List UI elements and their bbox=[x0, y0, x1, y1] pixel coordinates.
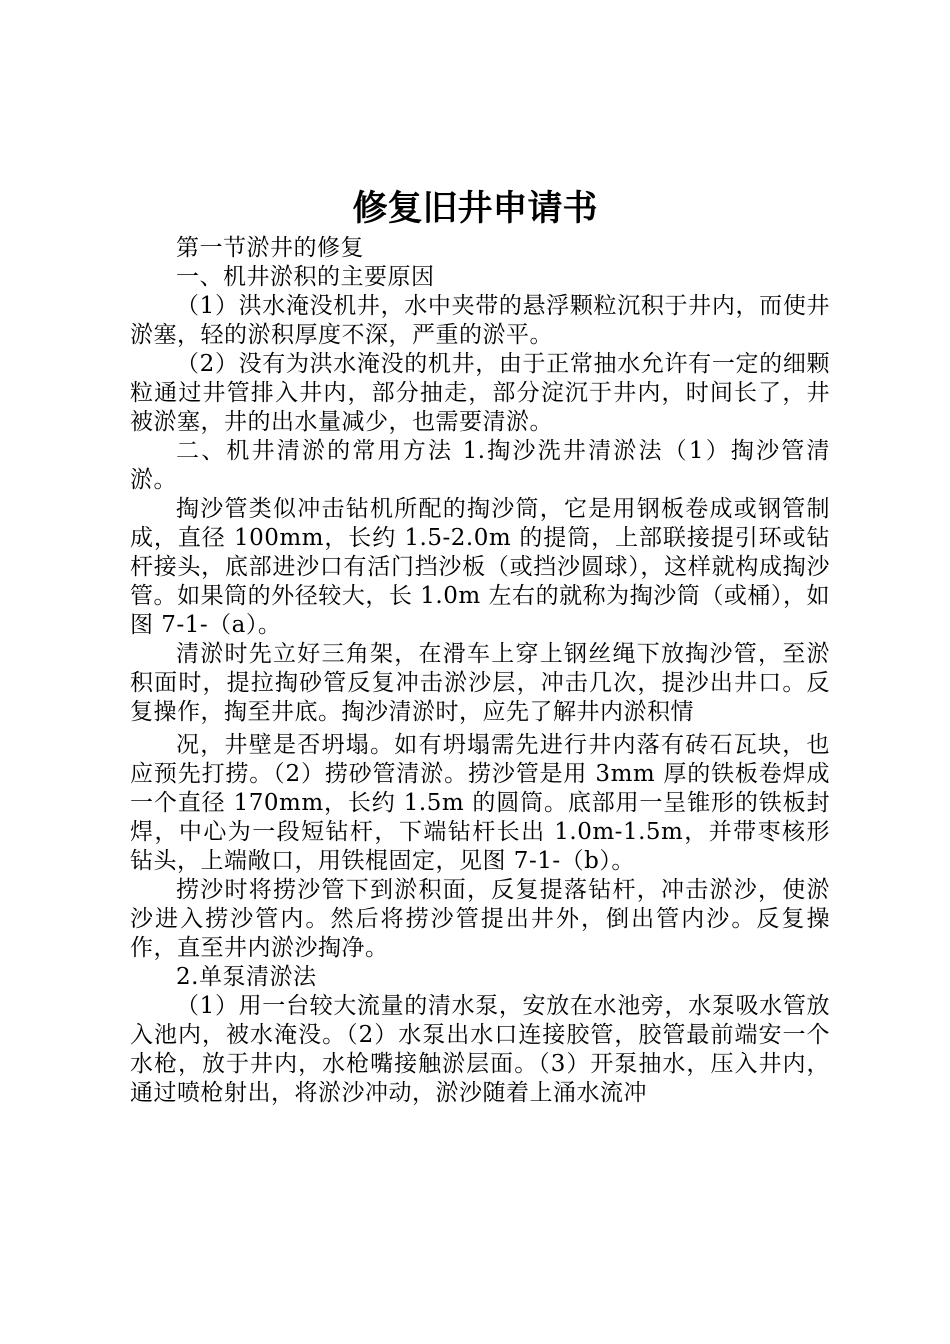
paragraph: （1）用一台较大流量的清水泵，安放在水池旁，水泵吸水管放入池内，被水淹没。（2）水泵出水口连接胶管，胶管最前端安一个水枪，放于井内，水枪嘴接触淤层面。（3）开泵抽水，压入井内，通过喷枪射出，将淤沙冲动，淤沙随着上涌水流冲 bbox=[130, 993, 830, 1106]
paragraph: 捞沙时将捞沙管下到淤积面，反复提落钻杆，冲击淤沙，使淤沙进入捞沙管内。然后将捞沙管提出井外，倒出管内沙。反复操作，直至井内淤沙掏净。 bbox=[130, 877, 830, 961]
paragraph: （2）没有为洪水淹没的机井，由于正常抽水允许有一定的细颗粒通过井管排入井内，部分抽走，部分淀沉于井内，时间长了，井被淤塞，井的出水量减少，也需要清淤。 bbox=[130, 351, 830, 435]
subsection-heading: 一、机井淤积的主要原因 bbox=[176, 264, 435, 290]
paragraph: 清淤时先立好三角架，在滑车上穿上钢丝绳下放掏沙管，至淤积面时，提拉掏砂管反复冲击淤沙层，冲击几次，提沙出井口。反复操作，掏至井底。掏沙清淤时，应先了解井内淤积情 bbox=[130, 641, 830, 725]
document-body bbox=[130, 234, 830, 1108]
paragraph: 掏沙管类似冲击钻机所配的掏沙筒，它是用钢板卷成或钢管制成，直径 100mm，长约 1.5-2.0m 的提筒，上部联接提引环或钻杆接头，底部进沙口有活门挡沙板（或挡沙圆球），这样就构成掏沙管。如果筒的外径较大，长 1.0m 左右的就称为掏沙筒（或桶），如图 7-1-（a）。 bbox=[130, 496, 830, 638]
paragraph: （1）洪水淹没机井，水中夹带的悬浮颗粒沉积于井内，而使井淤塞，轻的淤积厚度不深，严重的淤平。 bbox=[130, 293, 830, 348]
subsection-heading: 二、机井清淤的常用方法 1.掏沙洗井清淤法（1）掏沙管清淤。 bbox=[130, 438, 830, 493]
subsection-heading: 2.单泵清淤法 bbox=[176, 964, 317, 990]
section-heading: 第一节淤井的修复 bbox=[176, 235, 364, 261]
page-title: 修复旧井申请书 bbox=[352, 189, 598, 229]
paragraph: 况，井壁是否坍塌。如有坍塌需先进行井内落有砖石瓦块，也应预先打捞。（2）捞砂管清淤。捞沙管是用 3mm 厚的铁板卷焊成一个直径 170mm，长约 1.5m 的圆筒。底部用一呈锥形的铁板封焊，中心为一段短钻杆，下端钻杆长出 1.0m-1.5m，并带枣核形钻头，上端敞口，用铁棍固定，见图 7-1-（b）。 bbox=[130, 732, 830, 874]
